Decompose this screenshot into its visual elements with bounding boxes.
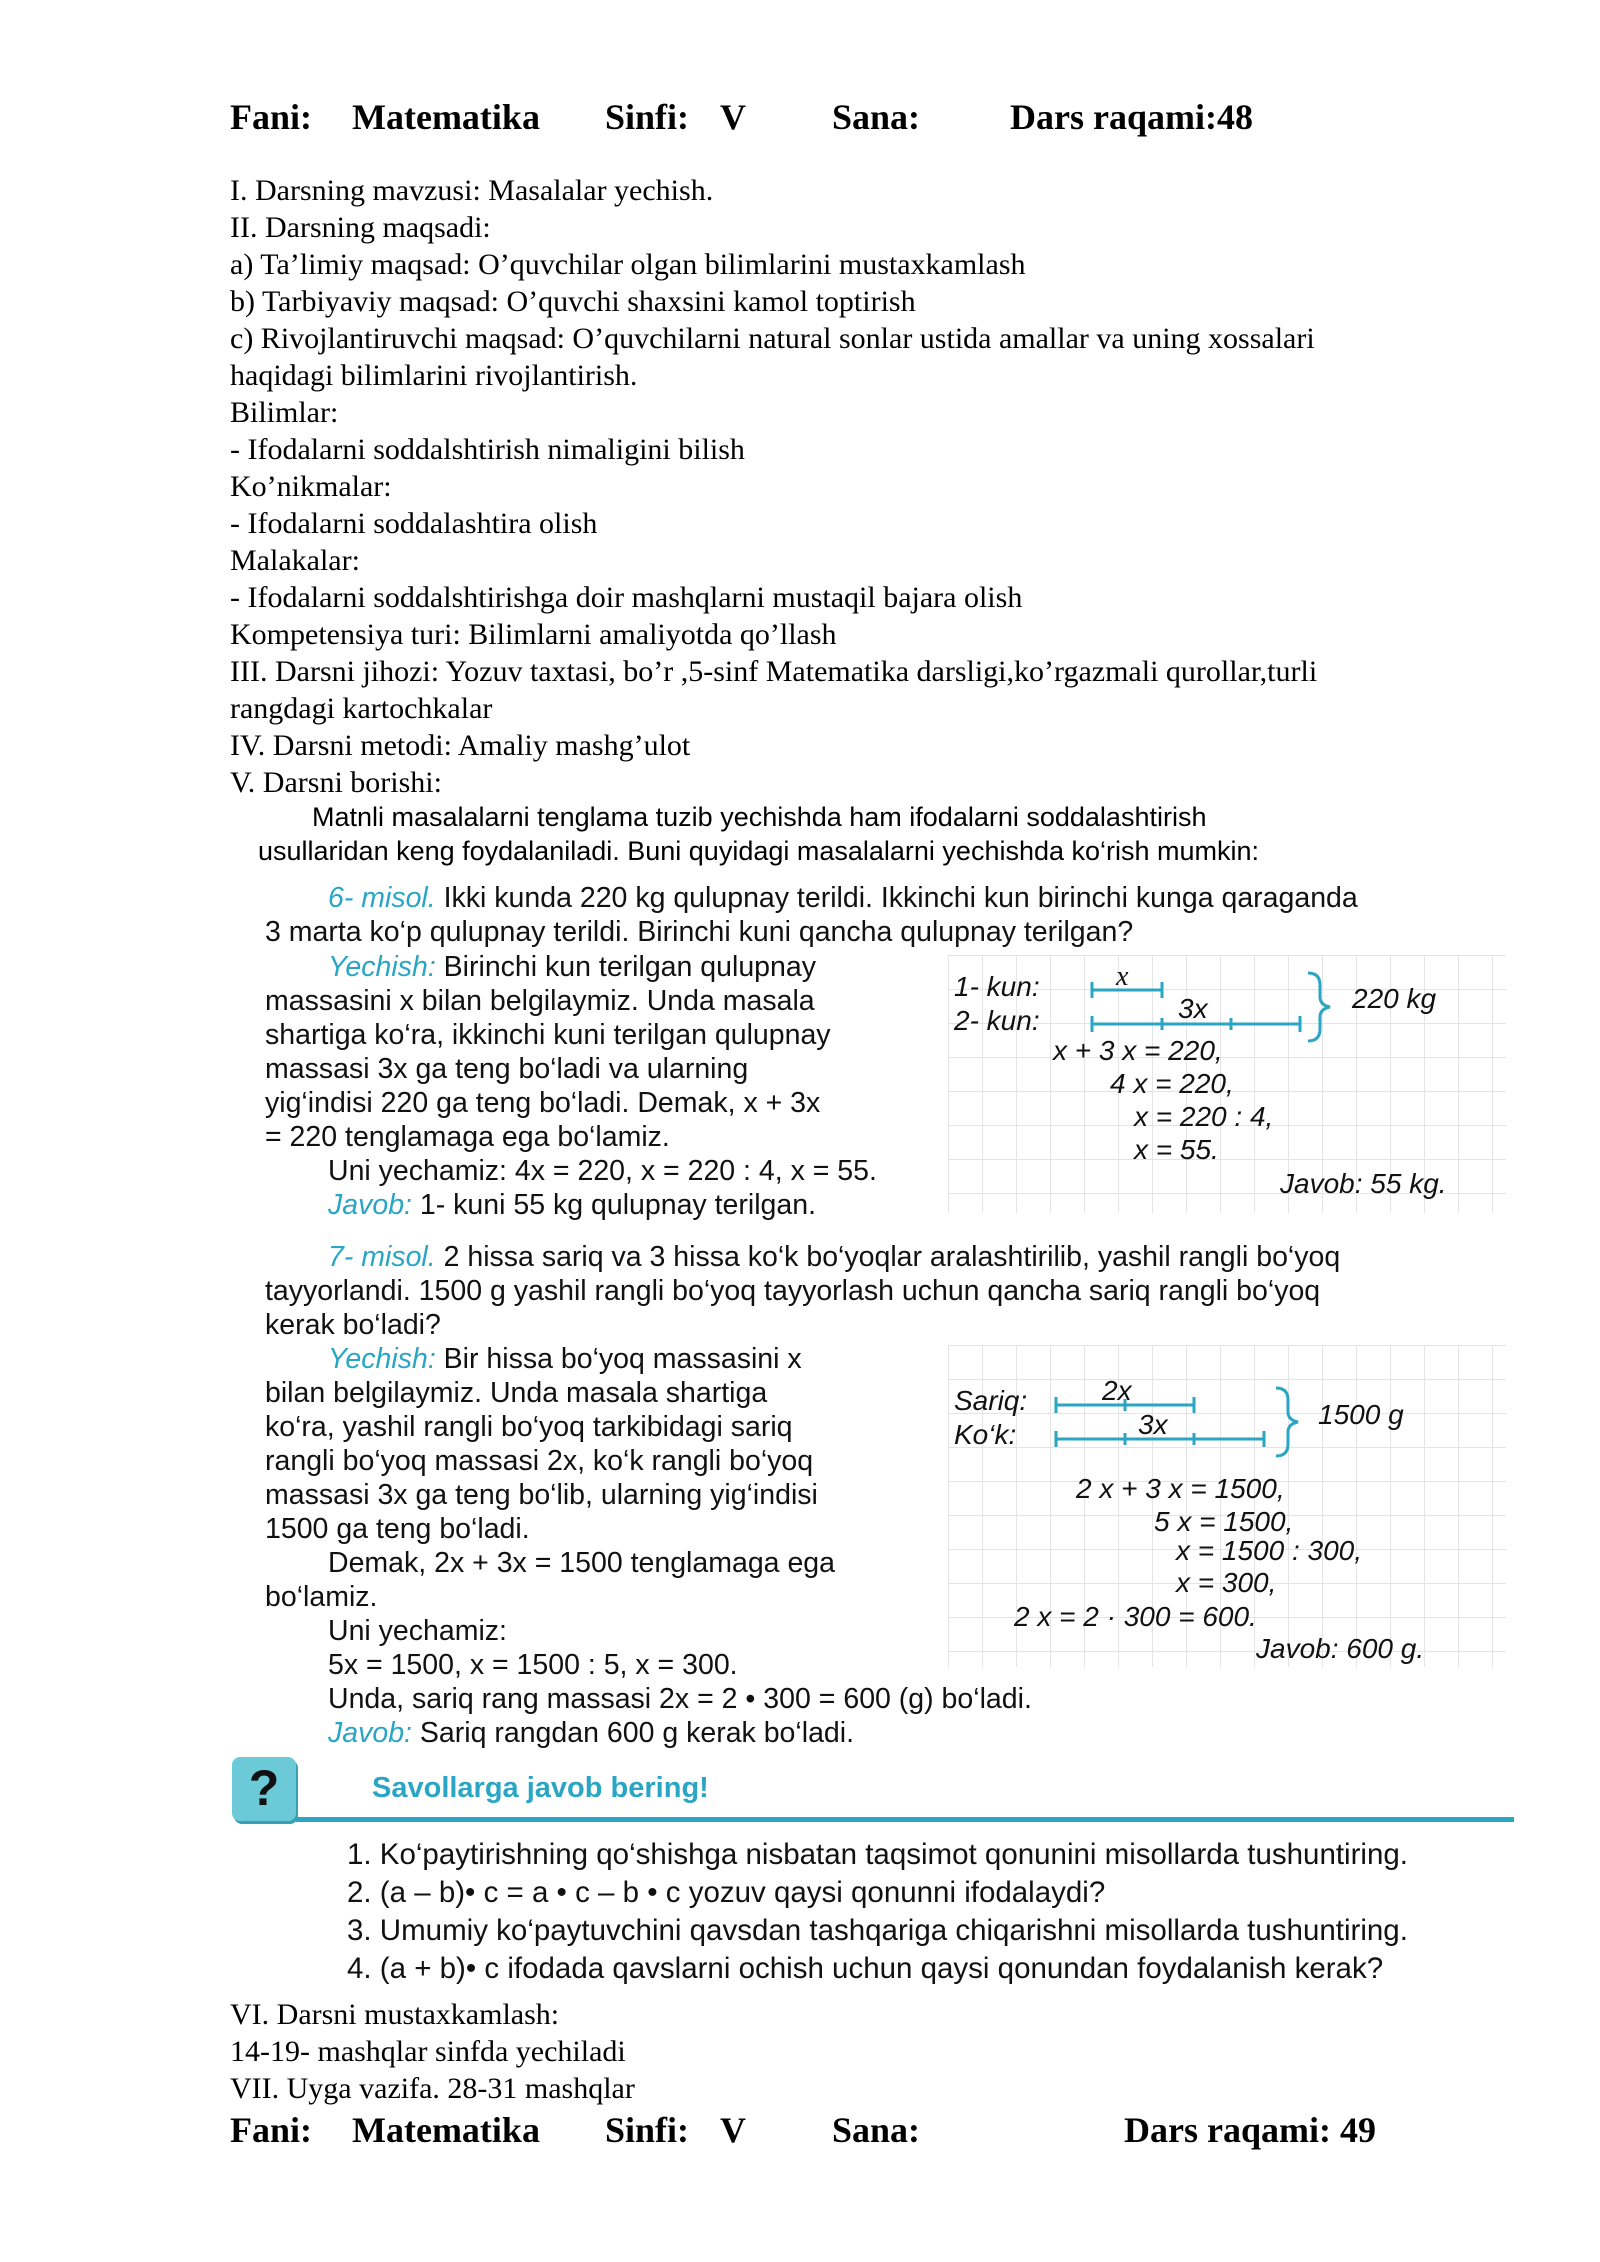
- example-6-label: 6- misol.: [328, 882, 436, 914]
- example-7-diagram: [948, 1345, 1506, 1667]
- example-7-line: 7- misol. 2 hissa sariq va 3 hissa ko‘k bo‘yoqlar aralashtirilib, yashil rangli bo‘yoq: [328, 1241, 1341, 1273]
- solution-line: massasini x bilan belgilaymiz. Unda masala: [265, 985, 815, 1017]
- plan-line: V. Darsni borishi:: [230, 766, 442, 799]
- example-6-diagram: [948, 955, 1506, 1213]
- solution-line: Yechish: Birinchi kun terilgan qulupnay: [328, 951, 816, 983]
- yellow-label: Sariq:: [954, 1385, 1028, 1416]
- date-label: Sana:: [832, 2110, 921, 2150]
- subject-value: Matematika: [352, 2110, 540, 2150]
- question-item: 2. (a – b)• c = a • c – b • c yozuv qaysi qonunni ifodalaydi?: [347, 1876, 1106, 1909]
- date-label: Sana:: [832, 97, 921, 137]
- plan-line: Ko’nikmalar:: [230, 470, 392, 503]
- example-6-line: 6- misol. Ikki kunda 220 kg qulupnay terildi. Ikkinchi kun birinchi kunga qaraganda: [328, 882, 1358, 914]
- subject-label: Fani:: [230, 97, 313, 137]
- lesson-plan: [230, 172, 1430, 801]
- solution-line: Uni yechamiz:: [328, 1615, 507, 1647]
- solution-line: Unda, sariq rang massasi 2x = 2 • 300 = 600 (g) bo‘ladi.: [328, 1683, 1032, 1715]
- plan-line: c) Rivojlantiruvchi maqsad: O’quvchilarni natural sonlar ustida amallar va uning xossalari: [230, 322, 1315, 355]
- 3x-label: 3x: [1178, 993, 1208, 1024]
- answer-label: Javob:: [328, 1189, 412, 1221]
- questions-divider: [296, 1817, 1514, 1822]
- solution-line: 5x = 1500, x = 1500 : 5, x = 300.: [328, 1649, 738, 1681]
- grade-label: Sinfi:: [605, 2110, 690, 2150]
- total-label: 220 kg: [1352, 983, 1437, 1014]
- solution-line: Yechish: Bir hissa bo‘yoq massasini x: [328, 1343, 802, 1375]
- grade-value: V: [720, 2110, 746, 2150]
- solution-line: 1500 ga teng bo‘ladi.: [265, 1513, 530, 1545]
- brace: [1276, 1388, 1298, 1456]
- equation-line: x = 55.: [1134, 1134, 1219, 1165]
- day-1-label: 1- kun:: [954, 971, 1040, 1002]
- lesson-number: Dars raqami: 49: [1124, 2110, 1376, 2150]
- solution-line: Uni yechamiz: 4x = 220, x = 220 : 4, x = 55.: [328, 1155, 877, 1187]
- plan-line: haqidagi bilimlarini rivojlantirish.: [230, 359, 638, 392]
- equation-line: 2 x = 2 · 300 = 600.: [1014, 1601, 1257, 1632]
- example-6-line: 3 marta ko‘p qulupnay terildi. Birinchi kuni qancha qulupnay terilgan?: [265, 916, 1134, 948]
- solution-line: Demak, 2x + 3x = 1500 tenglamaga ega: [328, 1547, 836, 1579]
- equation-line: 2 x + 3 x = 1500,: [1076, 1473, 1285, 1504]
- plan-line: III. Darsni jihozi: Yozuv taxtasi, bo’r ,5-sinf Matematika darsligi,ko’rgazmali qurollar,turli: [230, 655, 1318, 688]
- 2x-label: 2x: [1102, 1375, 1132, 1406]
- blue-label: Ko‘k:: [954, 1419, 1017, 1450]
- brace: [1308, 973, 1330, 1041]
- intro-line: usullaridan keng foydalaniladi. Buni quyidagi masalalarni yechishda ko‘rish mumkin:: [258, 836, 1260, 866]
- equation-line: x = 220 : 4,: [1134, 1101, 1274, 1132]
- solution-label: Yechish:: [328, 1343, 436, 1375]
- solution-line: shartiga ko‘ra, ikkinchi kuni terilgan qulupnay: [265, 1019, 831, 1051]
- solution-line: rangli bo‘yoq massasi 2x, ko‘k rangli bo‘yoq: [265, 1445, 814, 1477]
- subject-label: Fani:: [230, 2110, 313, 2150]
- equation-line: x = 1500 : 300,: [1176, 1535, 1363, 1566]
- example-7-line: tayyorlandi. 1500 g yashil rangli bo‘yoq tayyorlash uchun qancha sariq rangli bo‘yoq: [265, 1275, 1321, 1307]
- solution-line: massasi 3x ga teng bo‘lib, ularning yig‘indisi: [265, 1479, 818, 1511]
- equation-line: x = 300,: [1176, 1567, 1277, 1598]
- solution-line: massasi 3x ga teng bo‘ladi va ularning: [265, 1053, 749, 1085]
- question-item: 3. Umumiy ko‘paytuvchini qavsdan tashqariga chiqarishni misollarda tushuntiring.: [347, 1914, 1408, 1947]
- questions-title: Savollarga javob bering!: [372, 1772, 709, 1804]
- answer-label: Javob:: [328, 1717, 412, 1749]
- plan-line: b) Tarbiyaviy maqsad: O’quvchi shaxsini kamol toptirish: [230, 285, 916, 318]
- question-item: 4. (a + b)• c ifodada qavslarni ochish uchun qaysi qonundan foydalanish kerak?: [347, 1952, 1384, 1985]
- equation-line: x + 3 x = 220,: [1053, 1035, 1223, 1066]
- question-item: 1. Ko‘paytirishning qo‘shishga nisbatan taqsimot qonunini misollarda tushuntiring.: [347, 1838, 1408, 1871]
- diagram-answer: Javob: 600 g.: [1256, 1633, 1425, 1664]
- equation-line: 5 x = 1500,: [1154, 1506, 1294, 1537]
- plan-line: - Ifodalarni soddalshtirish nimaligini bilish: [230, 433, 745, 466]
- plan-line: I. Darsning mavzusi: Masalalar yechish.: [230, 174, 714, 207]
- plan-line: II. Darsning maqsadi:: [230, 211, 491, 244]
- plan-line: IV. Darsni metodi: Amaliy mashg’ulot: [230, 729, 691, 762]
- subject-value: Matematika: [352, 97, 540, 137]
- grade-label: Sinfi:: [605, 97, 690, 137]
- 3x-label: 3x: [1138, 1409, 1168, 1440]
- plan-line: a) Ta’limiy maqsad: O’quvchilar olgan bilimlarini mustaxkamlash: [230, 248, 1026, 281]
- example-7-label: 7- misol.: [328, 1241, 436, 1273]
- day-2-label: 2- kun:: [954, 1005, 1040, 1036]
- plan-line: Bilimlar:: [230, 396, 339, 429]
- example-7-line: kerak bo‘ladi?: [265, 1309, 441, 1341]
- plan-line: - Ifodalarni soddalashtira olish: [230, 507, 598, 540]
- plan-line: Kompetensiya turi: Bilimlarni amaliyotda qo’llash: [230, 618, 837, 651]
- tail-line: VII. Uyga vazifa. 28-31 mashqlar: [230, 2072, 635, 2105]
- equation-line: 4 x = 220,: [1110, 1068, 1234, 1099]
- plan-line: rangdagi kartochkalar: [230, 692, 493, 725]
- tail-line: 14-19- mashqlar sinfda yechiladi: [230, 2035, 626, 2068]
- solution-line: bo‘lamiz.: [265, 1581, 378, 1613]
- total-label: 1500 g: [1318, 1399, 1404, 1430]
- plan-line: Malakalar:: [230, 544, 360, 577]
- lesson-number: Dars raqami:48: [1010, 97, 1253, 137]
- solution-line: yig‘indisi 220 ga teng bo‘ladi. Demak, x + 3x: [265, 1087, 821, 1119]
- tail-line: VI. Darsni mustaxkamlash:: [230, 1998, 560, 2031]
- answer-line: Javob: 1- kuni 55 kg qulupnay terilgan.: [328, 1189, 816, 1221]
- question-icon: ?: [232, 1757, 296, 1821]
- solution-line: = 220 tenglamaga ega bo‘lamiz.: [265, 1121, 670, 1153]
- plan-line: - Ifodalarni soddalshtirishga doir mashqlarni mustaqil bajara olish: [230, 581, 1023, 614]
- solution-line: ko‘ra, yashil rangli bo‘yoq tarkibidagi sariq: [265, 1411, 793, 1443]
- solution-label: Yechish:: [328, 951, 436, 983]
- diagram-answer: Javob: 55 kg.: [1280, 1168, 1447, 1199]
- solution-line: bilan belgilaymiz. Unda masala shartiga: [265, 1377, 768, 1409]
- intro-line: Matnli masalalarni tenglama tuzib yechishda ham ifodalarni soddalashtirish: [312, 802, 1207, 832]
- grade-value: V: [720, 97, 746, 137]
- x-label: x: [1116, 961, 1129, 992]
- answer-line: Javob: Sariq rangdan 600 g kerak bo‘ladi.: [328, 1717, 855, 1749]
